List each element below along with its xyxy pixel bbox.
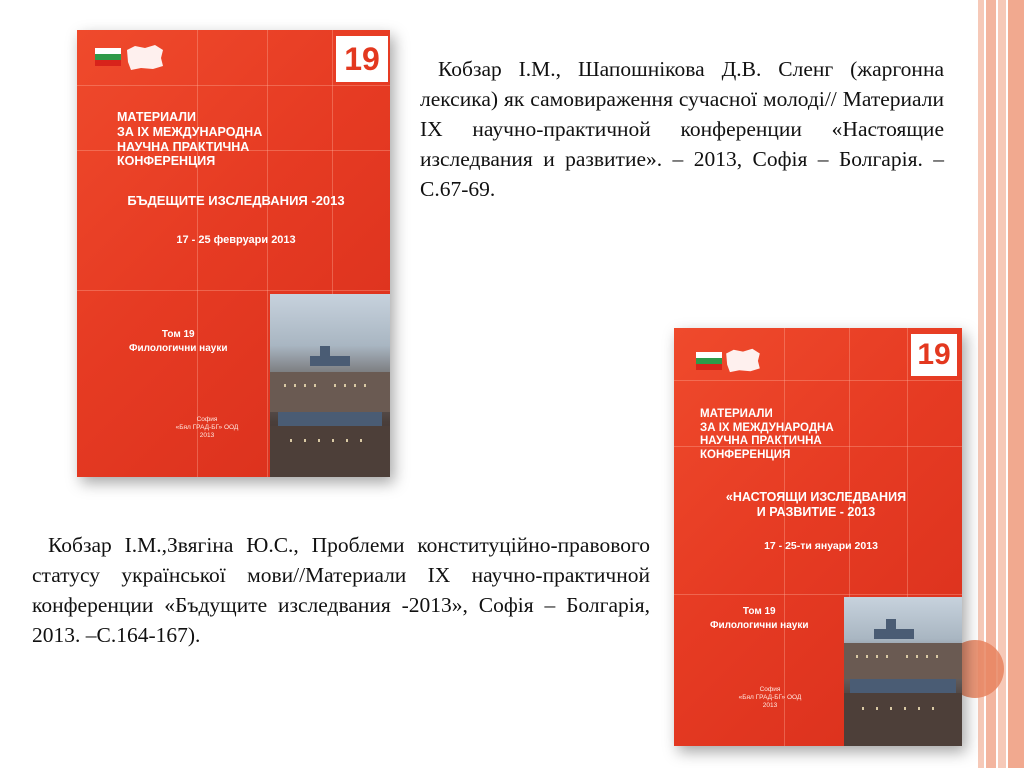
bulgaria-map-icon [125, 42, 165, 72]
reference-text-1: Кобзар І.М., Шапошнікова Д.В. Сленг (жаргонна лексика) як самовираження сучасної молоді// Материали ІХ научно-практичной конференции «Настоящие изследвания и развитие». – 2013, Софія – Болгарія. – С.67-69. [420, 57, 944, 201]
bulgaria-map-icon [724, 346, 762, 374]
reference-text-2: Кобзар І.М.,Звягіна Ю.С., Проблеми конституційно-правового статусу української мови//Материали ІХ научно-практичной конференции «Бъдущите изследвания -2013», Софія – Болгарія, 2013. –С.164-167). [32, 533, 650, 647]
publisher: София «Бял ГРАД-БГ» ООД 2013 [738, 686, 802, 710]
cover-dates: 17 - 25 февруари 2013 [176, 234, 296, 246]
cover-dates: 17 - 25-ти януари 2013 [764, 540, 878, 552]
book-cover-budeshtite [77, 30, 390, 477]
volume-subject: Том 19 Филологични науки [710, 606, 809, 631]
bulgarian-flag-icon [696, 352, 722, 370]
bulgarian-flag-icon [95, 48, 121, 66]
volume-subject: Том 19 Филологични науки [129, 329, 228, 354]
cover-title: «НАСТОЯЩИ ИЗСЛЕДВАНИЯ И РАЗВИТИЕ - 2013 [725, 490, 907, 519]
book-cover-nastoyashti [674, 328, 962, 746]
conference-title: МАТЕРИАЛИ ЗА IX МЕЖДУНАРОДНА НАУЧНА ПРАКТИЧНА КОНФЕРЕНЦИЯ [700, 408, 834, 461]
publisher: София «Бял ГРАД-БГ» ООД 2013 [175, 416, 239, 440]
city-photo [270, 294, 390, 477]
conference-title: МАТЕРИАЛИ ЗА IX МЕЖДУНАРОДНА НАУЧНА ПРАКТИЧНА КОНФЕРЕНЦИЯ [117, 110, 263, 169]
city-photo [844, 597, 962, 746]
cover-title: БЪДЕЩИТЕ ИЗСЛЕДВАНИЯ -2013 [127, 193, 345, 208]
volume-badge: 19 [911, 334, 957, 376]
decorative-stripe [1008, 0, 1024, 768]
volume-badge: 19 [336, 36, 388, 82]
